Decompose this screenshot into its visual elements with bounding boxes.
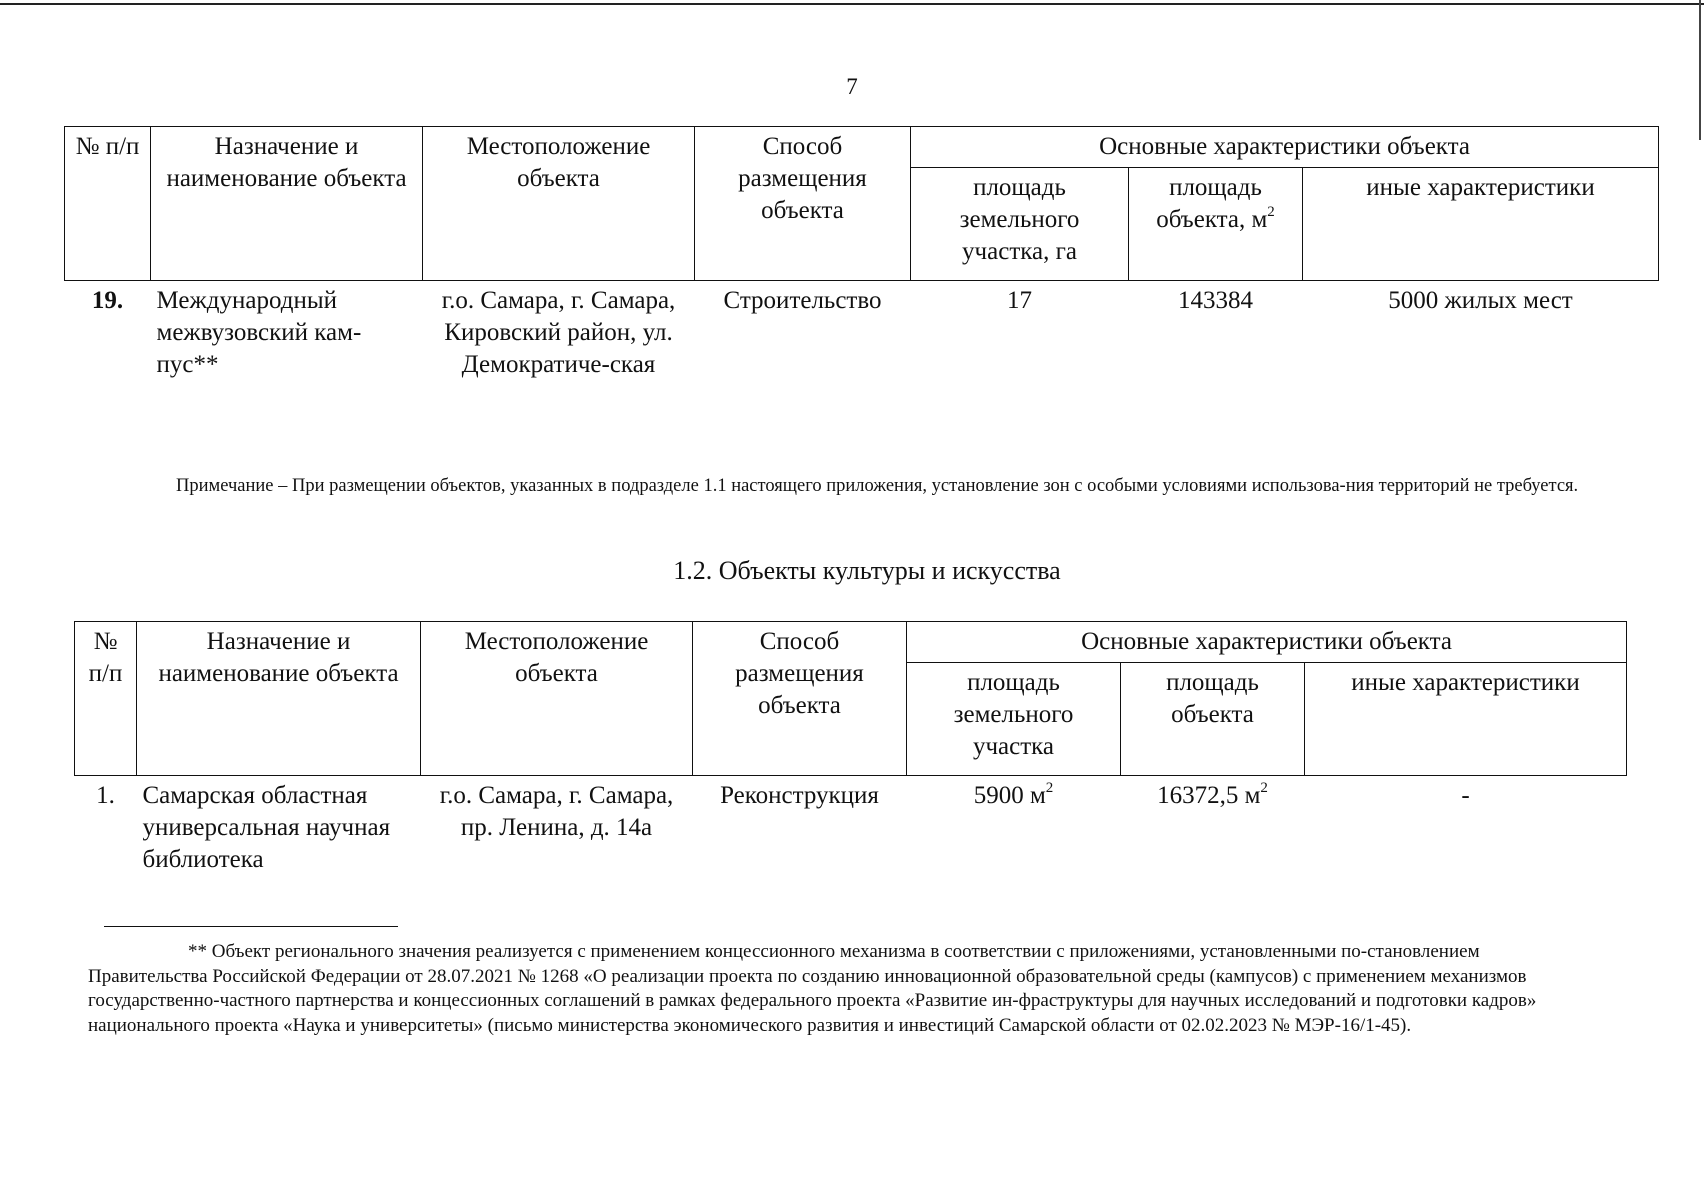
cell-object-area-text: 16372,5 м: [1157, 782, 1261, 809]
footnote-separator: [104, 926, 398, 927]
header-other: иные характеристики: [1305, 663, 1627, 776]
cell-other: -: [1461, 782, 1470, 809]
note: Примечание – При размещении объектов, указанных в подразделе 1.1 настоящего приложения, установление зон с особыми условиями использова-ния территорий не требуется.: [176, 476, 1579, 496]
objects-table-2: [74, 621, 1627, 880]
header-land-area: площадь земельного участка, га: [911, 168, 1129, 281]
cell-name: Самарская областная универсальная научная библиотека: [142, 782, 391, 873]
footnote: ** Объект регионального значения реализуется с применением концессионного механизма в соответствии с приложениями, установленными по-становлением Правительства Российской Федерации от 28.07.2021 № 1268 «О реализации проекта по созданию инновационной образовательной среды (кампусов) с применением механизмов государственно-частного партнерства и концессионных соглашений в рамках федерального проекта «Развитие ин-фраструктуры для научных исследований и подготовки кадров» национального проекта «Наука и университеты» (письмо министерства экономического развития и инвестиций Самарской области от 02.02.2023 № МЭР-16/1-45).: [88, 941, 1537, 1036]
section-title: 1.2. Объекты культуры и искусства: [673, 556, 1061, 585]
header-method: Способ размещения объекта: [693, 622, 907, 776]
header-object-area: площадь объекта: [1121, 663, 1305, 776]
cell-land-area-sup: 2: [1045, 779, 1054, 796]
cell-name: Международный межвузовский кам-пус**: [156, 287, 362, 378]
table-row: [75, 776, 1627, 881]
page-number: 7: [846, 74, 858, 99]
cell-location: г.о. Самара, г. Самара, пр. Ленина, д. 14а: [439, 782, 674, 841]
header-name: Назначение и наименование объекта: [151, 127, 423, 281]
header-land-area: площадь земельного участка: [907, 663, 1121, 776]
cell-num: 1.: [96, 782, 115, 809]
header-location: Местоположение объекта: [421, 622, 693, 776]
table-header-row: [75, 622, 1627, 663]
table-header-row: [65, 127, 1659, 168]
header-main-characteristics: Основные характеристики объекта: [911, 127, 1659, 168]
cell-land-area-text: 5900 м: [973, 782, 1046, 809]
cell-land-area: [907, 776, 1121, 881]
cell-object-area: [1121, 776, 1305, 881]
header-main-characteristics: Основные характеристики объекта: [907, 622, 1627, 663]
cell-num: 19.: [91, 287, 124, 314]
header-name: Назначение и наименование объекта: [137, 622, 421, 776]
header-num: № п/п: [65, 127, 151, 281]
cell-land-area: 17: [1007, 287, 1032, 314]
cell-method: Строительство: [723, 287, 882, 314]
cell-object-area: 143384: [1178, 287, 1253, 314]
table-row: [65, 281, 1659, 386]
cell-method: Реконструкция: [720, 782, 879, 809]
header-object-area-sup: 2: [1267, 203, 1275, 220]
header-object-area-text: площадь объекта, м: [1156, 174, 1268, 233]
cell-location: г.о. Самара, г. Самара, Кировский район, ул. Демократиче-ская: [441, 287, 676, 378]
scan-edge-right: [1699, 0, 1701, 140]
scan-edge-top: [0, 3, 1704, 5]
header-other: иные характеристики: [1303, 168, 1659, 281]
header-num: № п/п: [75, 622, 137, 776]
objects-table-1: [64, 126, 1659, 385]
header-method: Способ размещения объекта: [695, 127, 911, 281]
cell-other: 5000 жилых мест: [1388, 287, 1573, 314]
header-object-area: [1129, 168, 1303, 281]
header-location: Местоположение объекта: [423, 127, 695, 281]
cell-object-area-sup: 2: [1260, 779, 1268, 796]
